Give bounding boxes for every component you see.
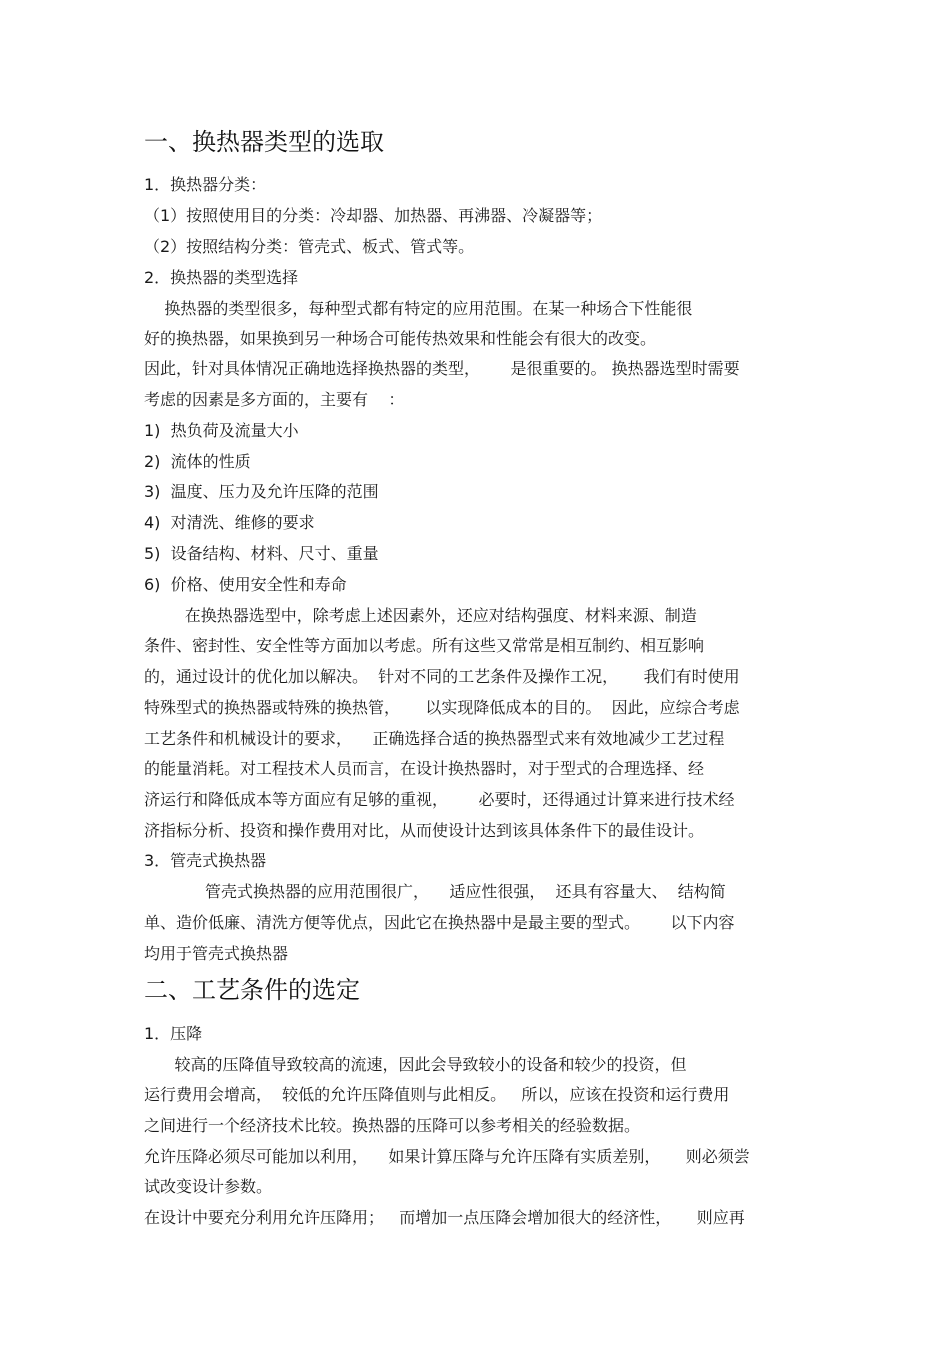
factor-item: 5) 设备结构、材料、尺寸、重量 (144, 544, 379, 563)
pressure-drop-heading: 1．压降 (144, 1024, 203, 1043)
section-2-title: 二、工艺条件的选定 (144, 976, 360, 1004)
paragraph-line: 考虑的因素是多方面的，主要有 ： (144, 390, 405, 409)
paragraph-line: 运行费用会增高， 较低的允许压降值则与此相反。 所以，应该在投资和运行费用 (144, 1085, 730, 1104)
factor-item: 6) 价格、使用安全性和寿命 (144, 575, 347, 594)
paragraph-line: 济运行和降低成本等方面应有足够的重视， 必要时，还得通过计算来进行技术经 (144, 790, 735, 809)
paragraph-line: 特殊型式的换热器或特殊的换热管， 以实现降低成本的目的。 因此，应综合考虑 (144, 698, 740, 717)
paragraph-line: 均用于管壳式换热器 (144, 944, 289, 963)
paragraph-line: 允许压降必须尽可能加以利用， 如果计算压降与允许压降有实质差别， 则必须尝 (144, 1147, 750, 1166)
paragraph-line: 济指标分析、投资和操作费用对比，从而使设计达到该具体条件下的最佳设计。 (144, 821, 705, 840)
factor-item: 4) 对清洗、维修的要求 (144, 513, 315, 532)
paragraph-line: 在设计中要充分利用允许压降用； 而增加一点压降会增加很大的经济性， 则应再 (144, 1208, 745, 1227)
factor-item: 1) 热负荷及流量大小 (144, 421, 299, 440)
factor-item: 3) 温度、压力及允许压降的范围 (144, 482, 379, 501)
factor-item: 2) 流体的性质 (144, 452, 251, 471)
section-1-title: 一、换热器类型的选取 (144, 128, 384, 156)
paragraph-line: 较高的压降值导致较高的流速，因此会导致较小的设备和较少的投资，但 (144, 1055, 687, 1074)
paragraph-line: 条件、密封性、安全性等方面加以考虑。所有这些又常常是相互制约、相互影响 (144, 636, 705, 655)
classification-by-structure: （2）按照结构分类：管壳式、板式、管式等。 (144, 237, 475, 256)
item-2-heading: 2．换热器的类型选择 (144, 268, 299, 287)
paragraph-line: 的，通过设计的优化加以解决。 针对不同的工艺条件及操作工况， 我们有时使用 (144, 667, 740, 686)
paragraph-line: 试改变设计参数。 (144, 1177, 273, 1196)
paragraph-line: 换热器的类型很多，每种型式都有特定的应用范围。在某一种场合下性能很 (144, 299, 693, 318)
classification-by-purpose: （1）按照使用目的分类：冷却器、加热器、再沸器、冷凝器等； (144, 206, 603, 225)
paragraph-line: 工艺条件和机械设计的要求， 正确选择合适的换热器型式来有效地减少工艺过程 (144, 729, 725, 748)
paragraph-line: 好的换热器，如果换到另一种场合可能传热效果和性能会有很大的改变。 (144, 329, 657, 348)
paragraph-line: 管壳式换热器的应用范围很广， 适应性很强， 还具有容量大、 结构简 (144, 882, 726, 901)
item-3-heading: 3．管壳式换热器 (144, 851, 267, 870)
paragraph-line: 单、造价低廉、清洗方便等优点，因此它在换热器中是最主要的型式。 以下内容 (144, 913, 735, 932)
paragraph-line: 在换热器选型中，除考虑上述因素外，还应对结构强度、材料来源、制造 (144, 606, 697, 625)
item-1-heading: 1．换热器分类： (144, 175, 267, 194)
paragraph-line: 的能量消耗。对工程技术人员而言，在设计换热器时，对于型式的合理选择、经 (144, 759, 705, 778)
paragraph-line: 之间进行一个经济技术比较。换热器的压降可以参考相关的经验数据。 (144, 1116, 641, 1135)
paragraph-line: 因此，针对具体情况正确地选择换热器的类型， 是很重要的。 换热器选型时需要 (144, 359, 740, 378)
